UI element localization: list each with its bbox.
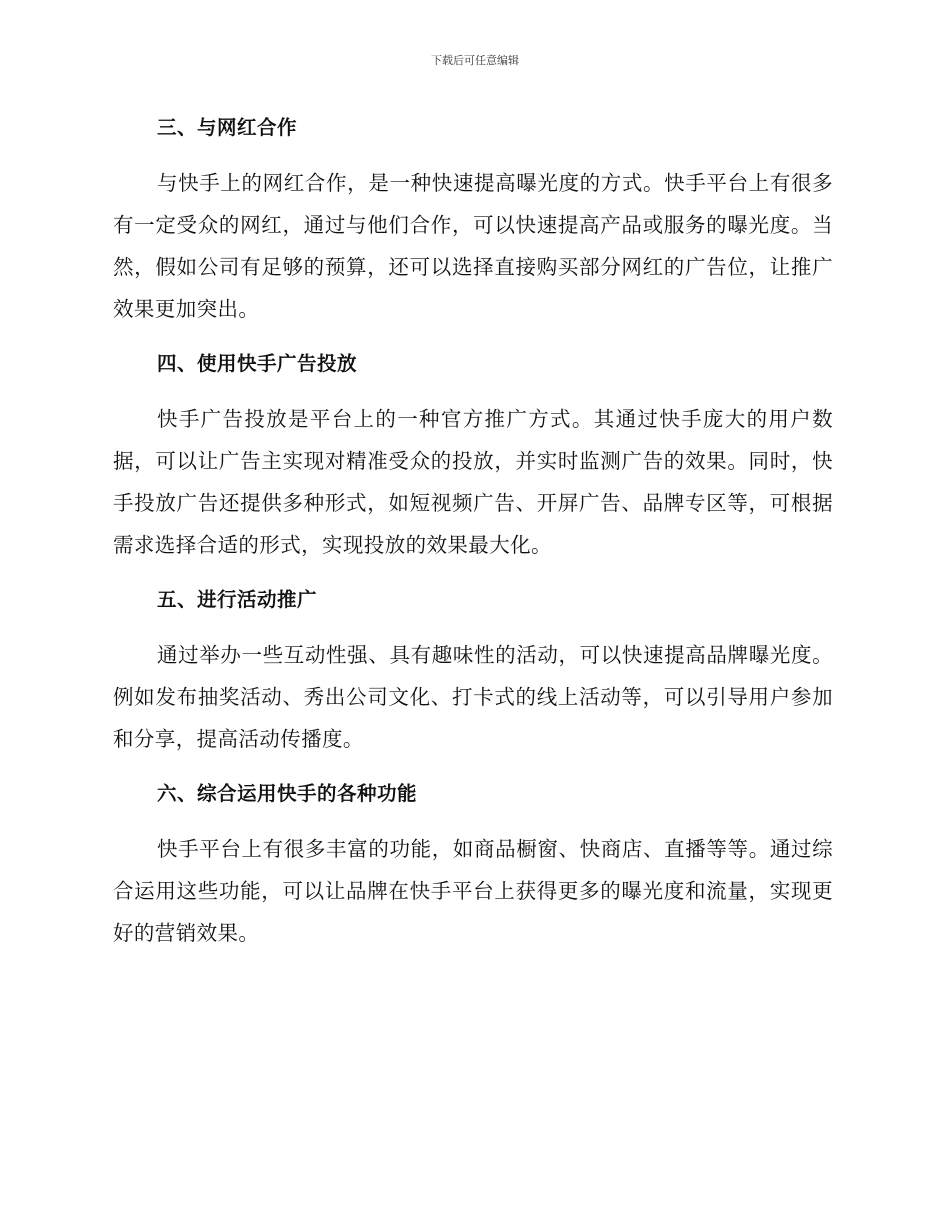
section-paragraph: 与快手上的网红合作，是一种快速提高曝光度的方式。快手平台上有很多有一定受众的网红，通过与他们合作，可以快速提高产品或服务的曝光度。当然，假如公司有足够的预算，还可以选择直接购买部分网红的广告位，让推广效果更加突出。: [113, 171, 833, 321]
section-heading: 五、进行活动推广: [157, 588, 318, 611]
section-paragraph: 通过举办一些互动性强、具有趣味性的活动，可以快速提高品牌曝光度。例如发布抽奖活动、秀出公司文化、打卡式的线上活动等，可以引导用户参加和分享，提高活动传播度。: [113, 643, 833, 751]
section-heading: 四、使用快手广告投放: [157, 352, 358, 375]
section-paragraph: 快手广告投放是平台上的一种官方推广方式。其通过快手庞大的用户数据，可以让广告主实现对精准受众的投放，并实时监测广告的效果。同时，快手投放广告还提供多种形式，如短视频广告、开屏广告、品牌专区等，可根据需求选择合适的形式，实现投放的效果最大化。: [113, 407, 833, 557]
section-heading: 六、综合运用快手的各种功能: [157, 782, 418, 805]
section-4: [113, 344, 833, 566]
page-header: [0, 54, 950, 68]
section-paragraph: 快手平台上有很多丰富的功能，如商品橱窗、快商店、直播等等。通过综合运用这些功能，可以让品牌在快手平台上获得更多的曝光度和流量，实现更好的营销效果。: [113, 837, 833, 945]
section-heading: 三、与网红合作: [157, 116, 298, 139]
section-5: [113, 580, 833, 760]
section-6: [113, 774, 833, 954]
section-3: [113, 108, 833, 330]
header-note: 下载后可任意编辑: [431, 54, 519, 67]
document-body: [113, 108, 833, 968]
